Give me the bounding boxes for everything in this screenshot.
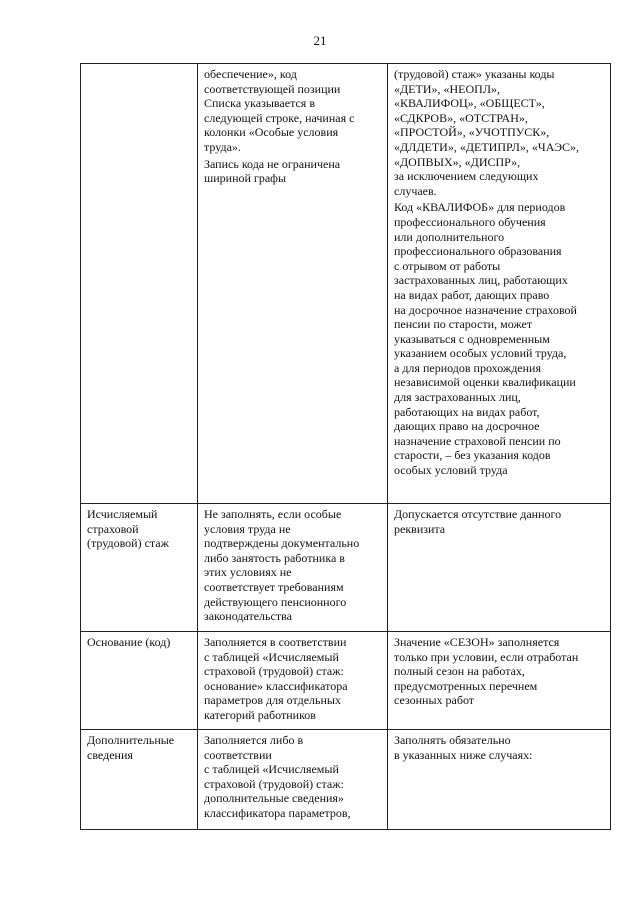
text-line: Заполняется либо в (204, 733, 304, 747)
cell-paragraph (87, 507, 193, 551)
text-line: работающих на видах работ, (394, 404, 540, 419)
cell-requisite-name (81, 730, 198, 830)
text-line: Допускается отсутствие данного (394, 507, 562, 521)
text-line: указываться с одновременным (394, 331, 550, 346)
cell-paragraph (204, 733, 383, 821)
cell-requisite-name (81, 632, 198, 730)
text-line: застрахованных лиц, работающих (394, 273, 568, 288)
text-line: профессионального обучения (394, 214, 546, 229)
text-line: с таблицей «Исчисляемый (204, 762, 339, 777)
cell-requisite-name (81, 504, 198, 632)
cell-paragraph (394, 67, 606, 198)
text-line: только при условии, если отработан (394, 649, 579, 664)
cell-paragraph (394, 507, 606, 536)
text-line: (трудовой) стаж» указаны коды (394, 67, 555, 81)
text-line: соответствующей позиции (204, 81, 341, 96)
cell-control-note (388, 730, 611, 830)
text-line: подтверждены документально (204, 536, 360, 551)
text-line: этих условиях не (204, 565, 292, 580)
text-line: сведения (87, 747, 133, 762)
cell-fill-rule (198, 730, 388, 830)
cell-paragraph (87, 733, 193, 762)
text-line: случаев. (394, 183, 437, 198)
table-row (81, 632, 611, 730)
cell-paragraph (204, 635, 383, 723)
cell-control-note (388, 504, 611, 632)
text-line: указанием особых условий труда, (394, 346, 567, 361)
page-number: 21 (313, 33, 327, 48)
cell-paragraph (394, 200, 606, 477)
cell-paragraph (394, 635, 606, 708)
text-line: законодательства (204, 609, 292, 624)
text-line: «ДЛДЕТИ», «ДЕТИПРЛ», «ЧАЭС», (394, 139, 580, 154)
cell-paragraph (394, 733, 606, 762)
text-line: основание» классификатора (204, 678, 348, 693)
text-line: классификатора параметров, (204, 805, 351, 820)
text-line: особых условий труда (394, 463, 508, 478)
text-line: шириной графы (204, 171, 287, 186)
text-line: колонки «Особые условия (204, 125, 339, 140)
text-line: (трудовой) стаж (87, 536, 169, 551)
text-line: параметров для отдельных (204, 693, 341, 708)
text-line: или дополнительного (394, 229, 505, 244)
text-line: «ПРОСТОЙ», «УЧОТПУСК», (394, 125, 550, 140)
text-line: соответствии (204, 747, 272, 762)
text-line: действующего пенсионного (204, 594, 347, 609)
cell-requisite-name (81, 64, 198, 504)
text-line: сезонных работ (394, 693, 475, 708)
text-line: в указанных ниже случаях: (394, 747, 533, 762)
text-line: «ДЕТИ», «НЕОПЛ», (394, 81, 500, 96)
text-line: Заполнять обязательно (394, 733, 511, 747)
text-line: Заполняется в соответствии (204, 635, 347, 649)
cell-fill-rule (198, 64, 388, 504)
text-line: для застрахованных лиц, (394, 390, 521, 405)
cell-paragraph (87, 635, 193, 650)
text-line: с отрывом от работы (394, 258, 501, 273)
text-line: Основание (код) (87, 635, 171, 649)
text-line: обеспечение», код (204, 67, 297, 81)
cell-paragraph (204, 67, 383, 155)
text-line: Не заполнять, если особые (204, 507, 342, 521)
text-line: «СДКРОВ», «ОТСТРАН», (394, 110, 528, 125)
text-line: Списка указывается в (204, 96, 315, 111)
text-line: дающих право на досрочное (394, 419, 540, 434)
text-line: либо занятость работника в (204, 550, 345, 565)
text-line: условия труда не (204, 521, 291, 536)
text-line: независимой оценки квалификации (394, 375, 576, 390)
table-row (81, 504, 611, 632)
text-line: дополнительные сведения» (204, 791, 344, 806)
text-line: труда». (204, 139, 241, 154)
cell-paragraph (204, 507, 383, 624)
text-line: «КВАЛИФОЦ», «ОБЩЕСТ», (394, 96, 545, 111)
text-line: с таблицей «Исчисляемый (204, 649, 339, 664)
cell-paragraph (204, 157, 383, 186)
text-line: страховой (трудовой) стаж: (204, 664, 344, 679)
cell-fill-rule (198, 632, 388, 730)
cell-fill-rule (198, 504, 388, 632)
text-line: полный сезон на работах, (394, 664, 525, 679)
table-row (81, 730, 611, 830)
text-line: старости, – без указания кодов (394, 448, 551, 463)
text-line: Дополнительные (87, 733, 175, 747)
table-row (81, 64, 611, 504)
text-line: а для периодов прохождения (394, 360, 541, 375)
text-line: за исключением следующих (394, 169, 539, 184)
cell-control-note (388, 64, 611, 504)
text-line: Код «КВАЛИФОБ» для периодов (394, 200, 566, 215)
text-line: на досрочное назначение страховой (394, 302, 577, 317)
text-line: на видах работ, дающих право (394, 287, 550, 302)
text-line: страховой (87, 521, 139, 536)
text-line: соответствует требованиям (204, 579, 344, 594)
text-line: Запись кода не ограничена (204, 156, 341, 171)
text-line: категорий работников (204, 707, 316, 722)
text-line: Исчисляемый (87, 507, 158, 521)
text-line: Значение «СЕЗОН» заполняется (394, 635, 560, 649)
cell-control-note (388, 632, 611, 730)
text-line: страховой (трудовой) стаж: (204, 776, 344, 791)
text-line: профессионального образования (394, 244, 562, 259)
text-line: реквизита (394, 521, 446, 536)
text-line: следующей строке, начиная с (204, 110, 355, 125)
text-line: предусмотренных перечнем (394, 678, 538, 693)
requirements-table (80, 63, 611, 830)
text-line: «ДОПВЫХ», «ДИСПР», (394, 154, 521, 169)
text-line: назначение страховой пенсии по (394, 433, 561, 448)
text-line: пенсии по старости, может (394, 317, 533, 332)
